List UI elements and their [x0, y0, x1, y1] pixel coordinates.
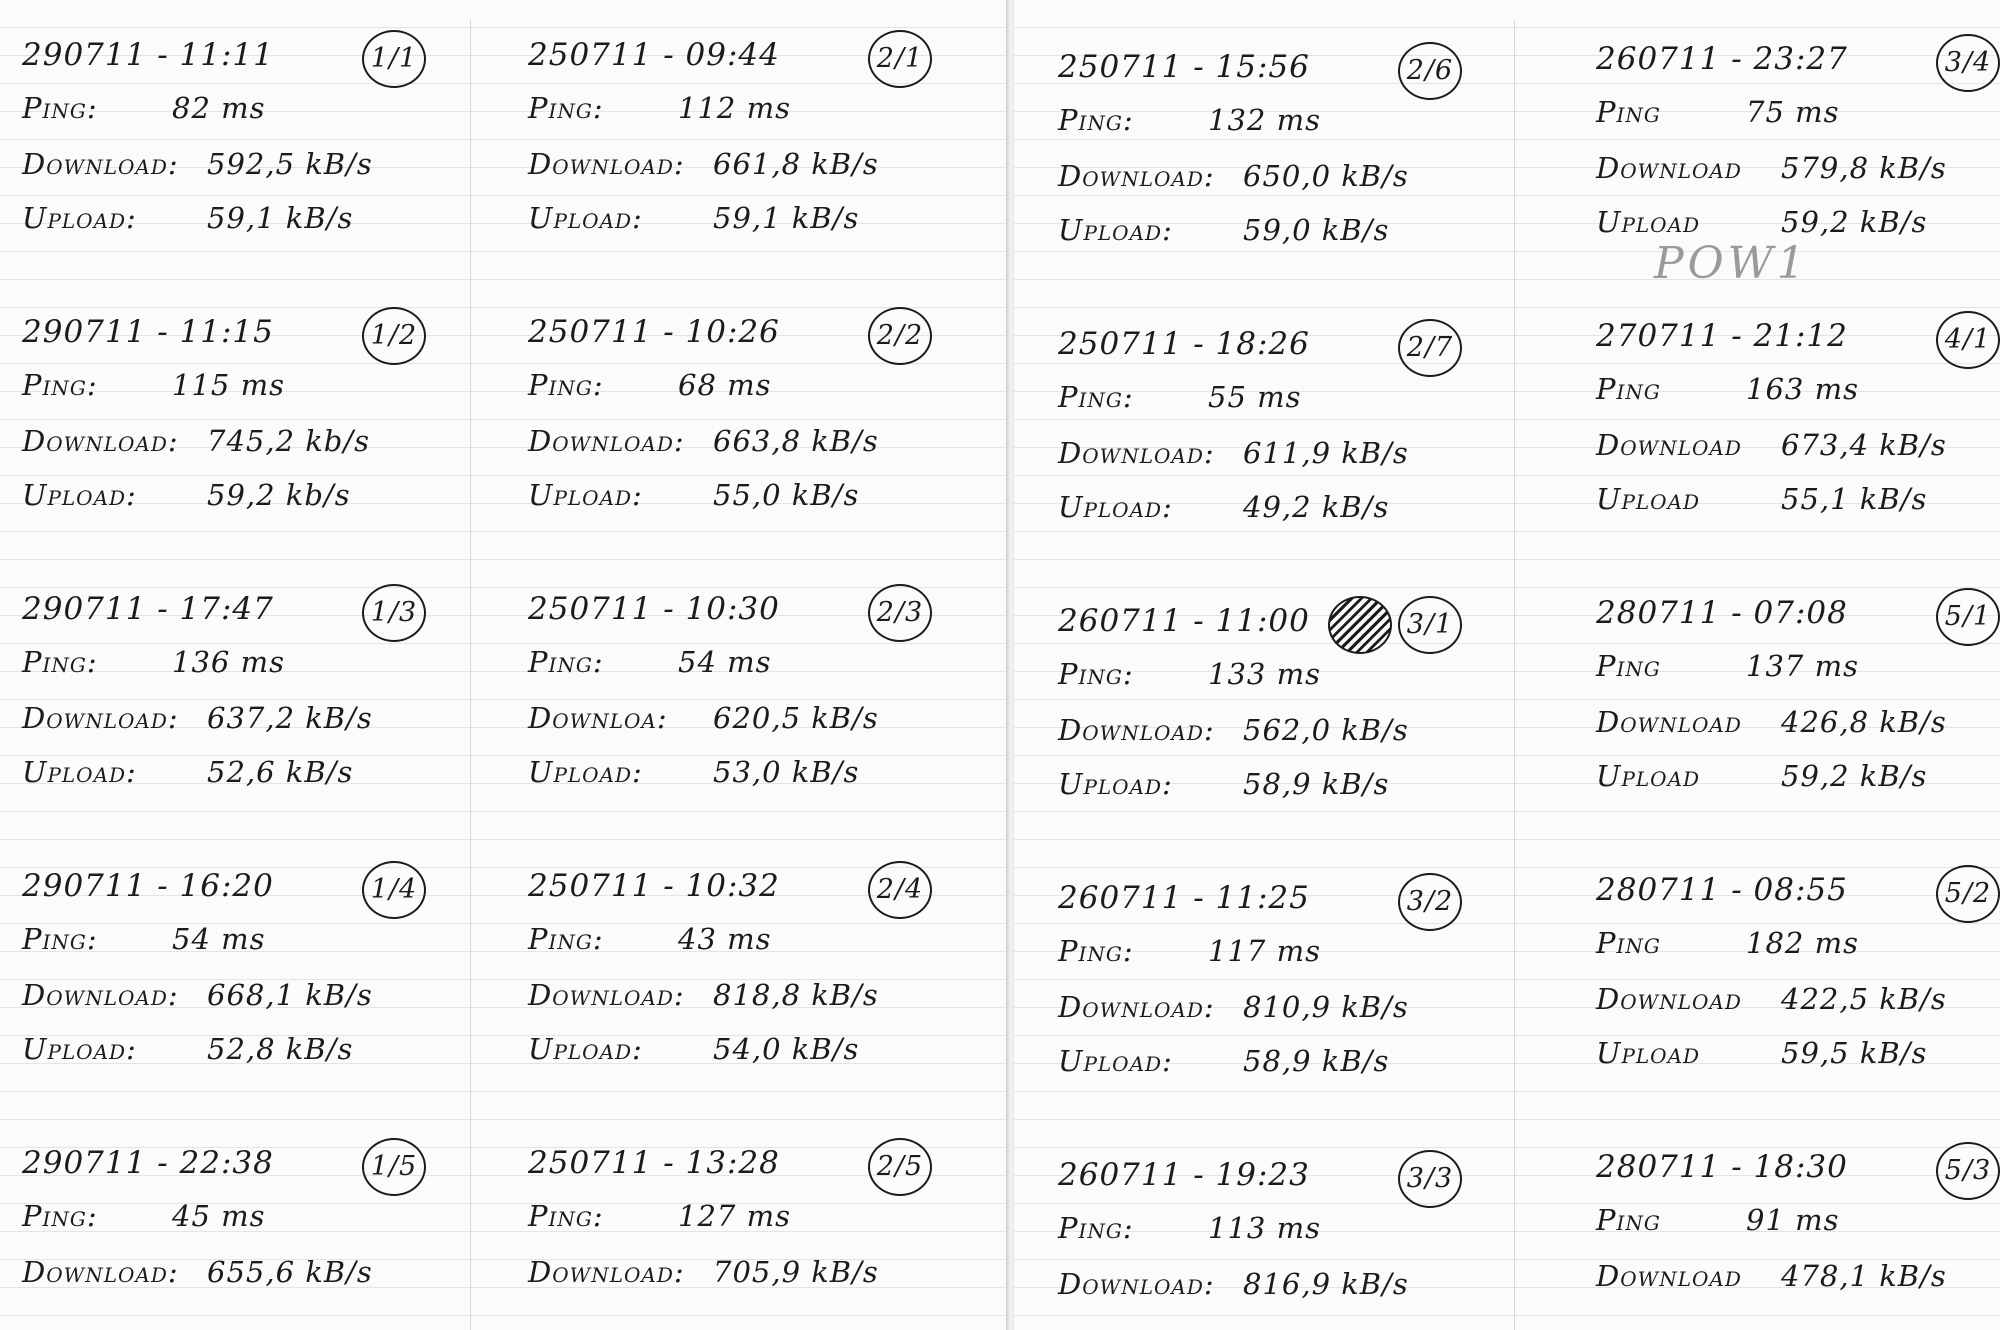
log-entry	[22, 1145, 452, 1330]
right-notebook-page	[1014, 0, 2000, 1330]
entry-index-circle: 3/4	[1936, 34, 2000, 92]
download-value: 637,2 kB/s	[207, 701, 373, 735]
ping-label: Ping	[1596, 372, 1661, 406]
upload-label: Upload:	[22, 1032, 137, 1066]
upload-value: 52,8 kB/s	[207, 1032, 354, 1066]
ping-label: Ping:	[528, 1199, 604, 1233]
download-value: 663,8 kB/s	[713, 424, 879, 458]
entry-index-circle: 4/1	[1936, 311, 2000, 369]
log-entry	[1596, 1149, 2000, 1330]
entry-timestamp: 290711 - 11:15	[22, 314, 274, 350]
upload-value: 59,1 kB/s	[713, 201, 860, 235]
ping-line	[528, 1199, 791, 1233]
entry-timestamp: 250711 - 10:32	[528, 868, 780, 904]
download-line	[1058, 159, 1409, 193]
ping-label: Ping:	[1058, 1211, 1134, 1245]
ping-line	[1058, 103, 1321, 137]
ping-value: 54 ms	[678, 645, 772, 679]
upload-label: Upload:	[1058, 767, 1173, 801]
ping-line	[22, 645, 285, 679]
upload-label: Upload	[1596, 205, 1701, 239]
log-entry	[22, 314, 452, 547]
ping-label: Ping	[1596, 926, 1661, 960]
download-line	[1058, 990, 1409, 1024]
entry-timestamp: 260711 - 11:00	[1058, 603, 1310, 639]
ping-value: 132 ms	[1208, 103, 1321, 137]
download-line	[1058, 713, 1409, 747]
ping-value: 113 ms	[1208, 1211, 1321, 1245]
download-label: Download:	[1058, 713, 1215, 747]
ping-label: Ping:	[22, 368, 98, 402]
download-line	[1058, 1267, 1409, 1301]
upload-value: 49,2 kB/s	[1243, 490, 1390, 524]
upload-value: 59,0 kB/s	[1243, 213, 1390, 247]
ping-value: 82 ms	[172, 91, 266, 125]
ping-value: 75 ms	[1746, 95, 1840, 129]
upload-label: Upload:	[1058, 490, 1173, 524]
ping-value: 54 ms	[172, 922, 266, 956]
ping-line	[22, 368, 285, 402]
pencil-annotation: POW1	[1654, 238, 1809, 289]
upload-line	[528, 1032, 860, 1066]
download-label: Download:	[528, 978, 685, 1012]
entry-timestamp: 270711 - 21:12	[1596, 318, 1848, 354]
ping-label: Ping:	[528, 368, 604, 402]
upload-label: Upload	[1596, 1036, 1701, 1070]
upload-line	[528, 478, 860, 512]
download-label: Download:	[528, 424, 685, 458]
download-value: 818,8 kB/s	[713, 978, 879, 1012]
log-entry	[1058, 1157, 1488, 1330]
log-entry	[528, 591, 958, 824]
download-value: 611,9 kB/s	[1243, 436, 1409, 470]
entry-index-circle: 2/6	[1398, 42, 1462, 100]
ping-value: 55 ms	[1208, 380, 1302, 414]
ping-value: 43 ms	[678, 922, 772, 956]
download-value: 661,8 kB/s	[713, 147, 879, 181]
upload-value: 59,2 kB/s	[1781, 759, 1928, 793]
ping-line	[528, 645, 772, 679]
ping-label: Ping:	[1058, 103, 1134, 137]
download-line	[22, 424, 371, 458]
download-value: 745,2 kb/s	[207, 424, 371, 458]
ping-label: Ping:	[22, 1199, 98, 1233]
log-entry	[528, 314, 958, 547]
upload-label: Upload:	[1058, 1044, 1173, 1078]
upload-line	[1596, 205, 1928, 239]
download-label: Download:	[22, 978, 179, 1012]
log-entry	[528, 37, 958, 270]
download-label: Download:	[22, 424, 179, 458]
download-line	[528, 424, 879, 458]
upload-value: 59,2 kb/s	[207, 478, 351, 512]
download-value: 620,5 kB/s	[713, 701, 879, 735]
ping-value: 137 ms	[1746, 649, 1859, 683]
upload-value: 58,9 kB/s	[1243, 767, 1390, 801]
entry-index-circle: 2/4	[868, 861, 932, 919]
log-entry	[22, 37, 452, 270]
ping-line	[22, 91, 266, 125]
download-line	[1596, 705, 1947, 739]
upload-line	[22, 1032, 354, 1066]
entry-timestamp: 250711 - 10:26	[528, 314, 780, 350]
download-line	[22, 147, 373, 181]
download-value: 422,5 kB/s	[1781, 982, 1947, 1016]
upload-label: Upload:	[22, 201, 137, 235]
log-entry	[1596, 595, 2000, 828]
ping-line	[1596, 372, 1859, 406]
entry-timestamp: 280711 - 18:30	[1596, 1149, 1848, 1185]
upload-line	[22, 478, 351, 512]
download-label: Download	[1596, 982, 1742, 1016]
ping-line	[22, 922, 266, 956]
download-label: Download:	[1058, 436, 1215, 470]
entry-index-circle: 5/2	[1936, 865, 2000, 923]
download-line	[1596, 428, 1947, 462]
upload-value: 59,5 kB/s	[1781, 1036, 1928, 1070]
download-label: Downloa:	[528, 701, 668, 735]
ping-value: 133 ms	[1208, 657, 1321, 691]
download-label: Download:	[528, 147, 685, 181]
log-entry	[1058, 326, 1488, 559]
ping-line	[1058, 1211, 1321, 1245]
upload-label: Upload:	[528, 1032, 643, 1066]
entry-index-circle: 2/3	[868, 584, 932, 642]
ping-value: 45 ms	[172, 1199, 266, 1233]
ping-label: Ping:	[528, 91, 604, 125]
download-value: 655,6 kB/s	[207, 1255, 373, 1289]
download-value: 478,1 kB/s	[1781, 1259, 1947, 1293]
ping-line	[1596, 649, 1859, 683]
log-entry	[1596, 872, 2000, 1105]
ping-value: 127 ms	[678, 1199, 791, 1233]
log-entry	[1058, 880, 1488, 1113]
ping-label: Ping	[1596, 95, 1661, 129]
upload-value: 55,0 kB/s	[713, 478, 860, 512]
ping-label: Ping:	[528, 922, 604, 956]
download-label: Download	[1596, 705, 1742, 739]
entry-index-circle: 1/3	[362, 584, 426, 642]
entry-timestamp: 290711 - 17:47	[22, 591, 274, 627]
upload-line	[1058, 1044, 1390, 1078]
download-value: 668,1 kB/s	[207, 978, 373, 1012]
entry-timestamp: 250711 - 18:26	[1058, 326, 1310, 362]
ping-value: 112 ms	[678, 91, 791, 125]
download-label: Download	[1596, 151, 1742, 185]
ping-label: Ping	[1596, 1203, 1661, 1237]
download-line	[528, 701, 879, 735]
log-entry	[1058, 603, 1488, 836]
download-label: Download:	[22, 147, 179, 181]
upload-value: 52,6 kB/s	[207, 755, 354, 789]
upload-line	[1596, 482, 1928, 516]
log-entry	[1058, 49, 1488, 282]
ping-line	[1596, 95, 1840, 129]
ping-value: 163 ms	[1746, 372, 1859, 406]
upload-label: Upload:	[22, 755, 137, 789]
download-line	[1596, 1259, 1947, 1293]
entry-index-circle: 1/1	[362, 30, 426, 88]
ping-value: 91 ms	[1746, 1203, 1840, 1237]
upload-line	[1596, 759, 1928, 793]
ping-label: Ping:	[22, 922, 98, 956]
download-value: 592,5 kB/s	[207, 147, 373, 181]
ping-line	[528, 922, 772, 956]
entry-timestamp: 260711 - 23:27	[1596, 41, 1848, 77]
upload-label: Upload:	[528, 478, 643, 512]
upload-value: 55,1 kB/s	[1781, 482, 1928, 516]
log-entry	[1596, 318, 2000, 551]
column-divider	[1514, 20, 1515, 1330]
upload-line	[1596, 1036, 1928, 1070]
ping-label: Ping:	[22, 91, 98, 125]
upload-value: 54,0 kB/s	[713, 1032, 860, 1066]
entry-timestamp: 260711 - 19:23	[1058, 1157, 1310, 1193]
upload-label: Upload	[1596, 482, 1701, 516]
crossed-out-mark	[1328, 596, 1392, 654]
entry-timestamp: 250711 - 09:44	[528, 37, 780, 73]
ping-value: 117 ms	[1208, 934, 1321, 968]
upload-label: Upload	[1596, 759, 1701, 793]
upload-label: Upload:	[22, 478, 137, 512]
ping-line	[528, 91, 791, 125]
ping-value: 136 ms	[172, 645, 285, 679]
download-value: 579,8 kB/s	[1781, 151, 1947, 185]
download-value: 650,0 kB/s	[1243, 159, 1409, 193]
log-entry	[528, 1145, 958, 1330]
upload-line	[528, 201, 860, 235]
entry-index-circle: 2/7	[1398, 319, 1462, 377]
column-divider	[470, 20, 471, 1330]
download-label: Download	[1596, 428, 1742, 462]
download-value: 810,9 kB/s	[1243, 990, 1409, 1024]
ping-label: Ping:	[22, 645, 98, 679]
download-line	[1058, 436, 1409, 470]
entry-index-circle: 5/3	[1936, 1142, 2000, 1200]
ping-line	[1596, 1203, 1840, 1237]
upload-line	[528, 755, 860, 789]
download-label: Download:	[22, 1255, 179, 1289]
ping-label: Ping:	[1058, 934, 1134, 968]
ping-line	[1058, 380, 1302, 414]
entry-index-circle: 3/1	[1398, 596, 1462, 654]
entry-index-circle: 3/2	[1398, 873, 1462, 931]
download-line	[1596, 151, 1947, 185]
download-label: Download:	[1058, 159, 1215, 193]
ping-line	[528, 368, 772, 402]
download-label: Download	[1596, 1259, 1742, 1293]
ping-label: Ping:	[1058, 657, 1134, 691]
entry-timestamp: 290711 - 22:38	[22, 1145, 274, 1181]
download-line	[22, 701, 373, 735]
upload-line	[1058, 213, 1390, 247]
download-label: Download:	[528, 1255, 685, 1289]
download-value: 562,0 kB/s	[1243, 713, 1409, 747]
log-entry	[22, 591, 452, 824]
entry-index-circle: 2/2	[868, 307, 932, 365]
entry-timestamp: 280711 - 08:55	[1596, 872, 1848, 908]
upload-label: Upload:	[528, 755, 643, 789]
download-line	[1596, 982, 1947, 1016]
ping-line	[1058, 657, 1321, 691]
ping-label: Ping	[1596, 649, 1661, 683]
log-entry	[528, 868, 958, 1101]
download-label: Download:	[1058, 1267, 1215, 1301]
upload-label: Upload:	[1058, 213, 1173, 247]
ping-line	[1058, 934, 1321, 968]
entry-index-circle: 2/1	[868, 30, 932, 88]
entry-timestamp: 250711 - 10:30	[528, 591, 780, 627]
ping-value: 182 ms	[1746, 926, 1859, 960]
ping-label: Ping:	[1058, 380, 1134, 414]
ping-line	[22, 1199, 266, 1233]
upload-value: 59,1 kB/s	[207, 201, 354, 235]
ping-label: Ping:	[528, 645, 604, 679]
entry-timestamp: 260711 - 11:25	[1058, 880, 1310, 916]
entry-index-circle: 1/5	[362, 1138, 426, 1196]
upload-line	[22, 201, 354, 235]
download-label: Download:	[1058, 990, 1215, 1024]
entry-timestamp: 290711 - 11:11	[22, 37, 274, 73]
upload-label: Upload:	[528, 201, 643, 235]
entry-timestamp: 250711 - 13:28	[528, 1145, 780, 1181]
entry-timestamp: 290711 - 16:20	[22, 868, 274, 904]
entry-index-circle: 3/3	[1398, 1150, 1462, 1208]
entry-index-circle: 1/4	[362, 861, 426, 919]
ping-value: 68 ms	[678, 368, 772, 402]
entry-timestamp: 280711 - 07:08	[1596, 595, 1848, 631]
download-value: 426,8 kB/s	[1781, 705, 1947, 739]
download-label: Download:	[22, 701, 179, 735]
download-value: 673,4 kB/s	[1781, 428, 1947, 462]
download-value: 816,9 kB/s	[1243, 1267, 1409, 1301]
upload-line	[1058, 490, 1390, 524]
ping-value: 115 ms	[172, 368, 285, 402]
download-line	[22, 1255, 373, 1289]
download-line	[22, 978, 373, 1012]
upload-value: 58,9 kB/s	[1243, 1044, 1390, 1078]
entry-index-circle: 2/5	[868, 1138, 932, 1196]
ping-line	[1596, 926, 1859, 960]
entry-index-circle: 1/2	[362, 307, 426, 365]
download-line	[528, 978, 879, 1012]
entry-timestamp: 250711 - 15:56	[1058, 49, 1310, 85]
log-entry	[22, 868, 452, 1101]
entry-index-circle: 5/1	[1936, 588, 2000, 646]
upload-line	[22, 755, 354, 789]
download-line	[528, 1255, 879, 1289]
upload-value: 53,0 kB/s	[713, 755, 860, 789]
download-value: 705,9 kB/s	[713, 1255, 879, 1289]
download-line	[528, 147, 879, 181]
upload-line	[1058, 767, 1390, 801]
upload-value: 59,2 kB/s	[1781, 205, 1928, 239]
